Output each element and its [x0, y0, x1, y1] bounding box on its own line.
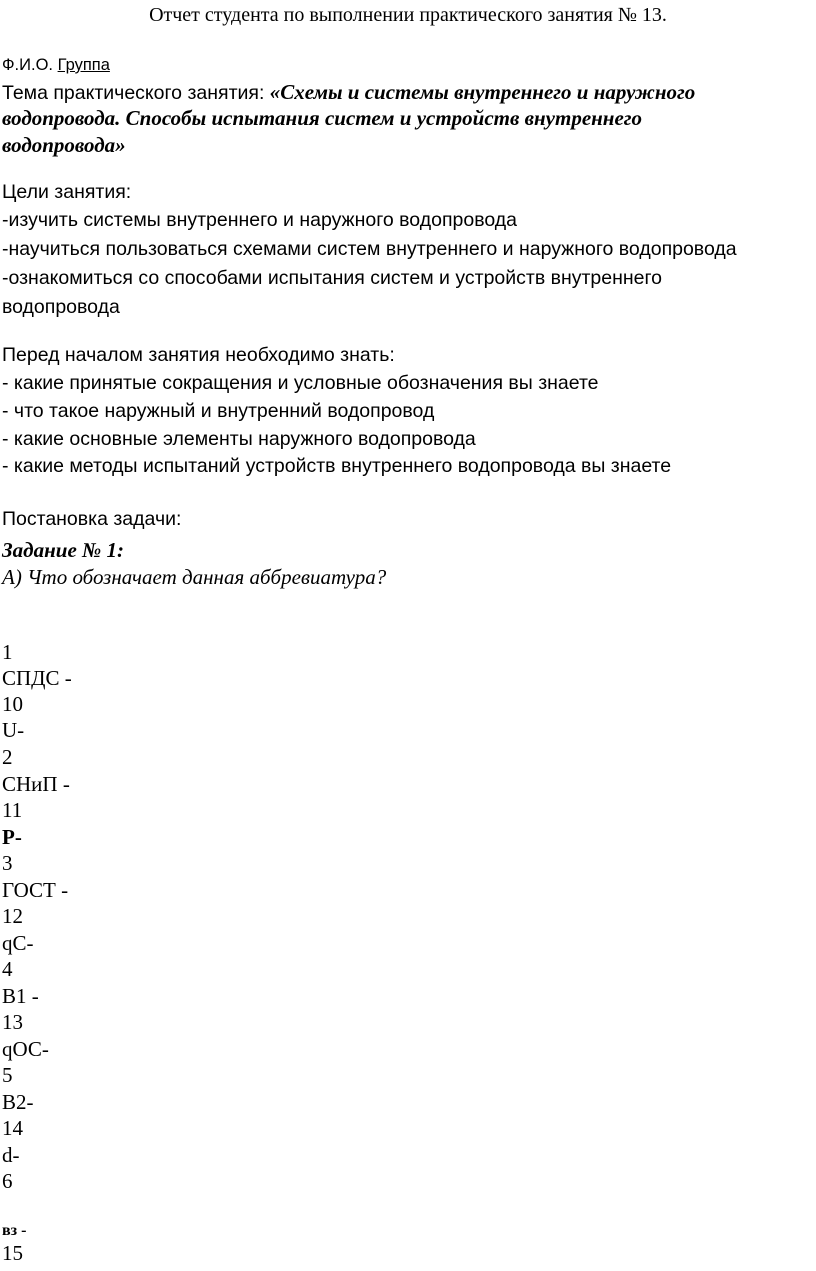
abbr-cell: qОС-	[2, 1037, 49, 1061]
prerequisite-item: - какие принятые сокращения и условные обозначения вы знаете	[2, 372, 599, 394]
goals-heading: Цели занятия:	[2, 181, 132, 203]
abbr-cell: d-	[2, 1143, 20, 1167]
abbr-cell: СПДС -	[2, 666, 72, 690]
abbr-cell: 14	[2, 1116, 23, 1140]
topic-title-part-2: водопровода. Способы испытания систем и устройств внутреннего	[2, 106, 643, 130]
abbr-cell: 1	[2, 640, 13, 664]
abbr-cell: qС-	[2, 931, 34, 955]
abbr-cell: 11	[2, 798, 23, 822]
topic-lead: Тема практического занятия:	[2, 82, 270, 104]
abbr-cell: 4	[2, 957, 13, 981]
goal-item: -изучить системы внутреннего и наружного водопровода	[2, 209, 517, 231]
page-title: Отчет студента по выполнении практического занятия № 13.	[149, 4, 667, 26]
task-heading: Постановка задачи:	[2, 508, 182, 530]
abbr-cell: 12	[2, 904, 23, 928]
abbr-cell: 15	[2, 1241, 23, 1265]
task-title: Задание № 1:	[2, 538, 124, 562]
abbr-cell: 10	[2, 692, 23, 716]
prerequisite-item: - что такое наружный и внутренний водопровод	[2, 400, 435, 422]
abbr-cell: СНиП -	[2, 772, 70, 796]
goal-item: -научиться пользоваться схемами систем внутреннего и наружного водопровода	[2, 238, 737, 260]
group-label: Группа	[57, 56, 110, 74]
abbr-cell: Р-	[2, 825, 22, 849]
abbr-cell: 6	[2, 1169, 13, 1193]
goal-item: водопровода	[2, 296, 120, 318]
abbr-cell: 13	[2, 1010, 23, 1034]
abbr-cell: 3	[2, 851, 13, 875]
abbr-cell: U-	[2, 718, 25, 742]
topic-title-part-1: «Схемы и системы внутреннего и наружного	[269, 80, 696, 104]
goal-item: -ознакомиться со способами испытания систем и устройств внутреннего	[2, 267, 663, 289]
prerequisite-item: - какие методы испытаний устройств внутреннего водопровода вы знаете	[2, 455, 672, 477]
task-question: А) Что обозначает данная аббревиатура?	[2, 565, 387, 589]
topic-line-1	[2, 78, 695, 107]
fio-label: Ф.И.О.	[2, 56, 53, 74]
abbr-cell: В1 -	[2, 984, 39, 1008]
abbr-cell: 5	[2, 1063, 13, 1087]
abbr-cell: вз -	[2, 1222, 27, 1239]
prerequisite-item: - какие основные элементы наружного водопровода	[2, 428, 476, 450]
prerequisites-heading: Перед началом занятия необходимо знать:	[2, 344, 395, 366]
abbr-cell: ГОСТ -	[2, 878, 69, 902]
abbr-cell: 2	[2, 745, 13, 769]
student-info-line	[2, 56, 110, 75]
abbr-cell: В2-	[2, 1090, 34, 1114]
topic-title-part-3: водопровода»	[2, 133, 126, 157]
